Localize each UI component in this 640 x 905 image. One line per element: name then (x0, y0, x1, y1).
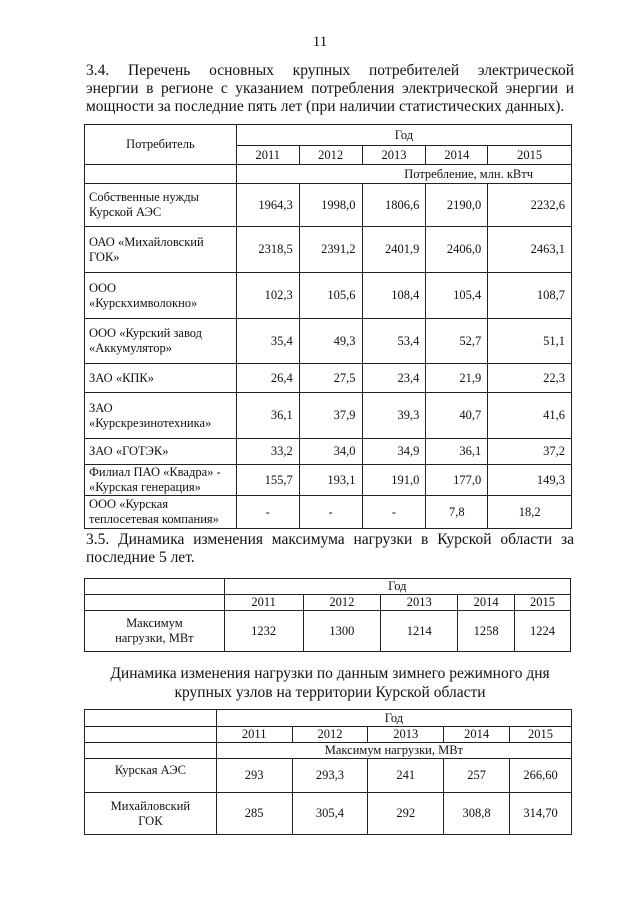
value-cell: 2463,1 (488, 227, 572, 273)
value-cell: 37,9 (299, 393, 362, 439)
value-cell: 314,70 (510, 793, 572, 835)
value-cell: 1806,6 (362, 184, 426, 227)
row-name-line: «Курскрезинотехника» (89, 415, 212, 430)
row-name-line: «Аккумулятор» (89, 341, 172, 355)
table-row (85, 273, 572, 319)
value-cell: 1998,0 (299, 184, 362, 227)
row-name-line: Курская АЭС (114, 763, 186, 777)
row-name (85, 184, 237, 227)
value-cell: 293 (216, 759, 292, 793)
value-cell: 108,4 (362, 273, 426, 319)
table-row (85, 793, 572, 835)
value-cell: 23,4 (362, 364, 426, 393)
row-name (85, 227, 237, 273)
year-cell: 2014 (444, 727, 510, 743)
row-name (85, 496, 237, 529)
value-cell: 2401,9 (362, 227, 426, 273)
value-cell: 52,7 (426, 319, 488, 364)
row-name-line: ГОК» (89, 249, 120, 264)
row-name-line: ООО «Курский завод (89, 326, 203, 340)
row-name-line: Максимум (126, 616, 183, 630)
row-name (85, 393, 237, 439)
row-name-line: Филиал ПАО «Квадра» - (89, 465, 221, 479)
value-cell: 2232,6 (488, 184, 572, 227)
row-name (85, 465, 237, 496)
value-cell: 2318,5 (236, 227, 299, 273)
year-cell: 2015 (488, 146, 572, 165)
value-cell: 105,4 (426, 273, 488, 319)
row-name-line: «Курскхимволокно» (89, 295, 198, 310)
value-cell: 2406,0 (426, 227, 488, 273)
table-row (85, 393, 572, 439)
unit-label: Максимум нагрузки, МВт (216, 743, 571, 759)
value-cell: 1964,3 (236, 184, 299, 227)
empty-cell (85, 727, 217, 743)
text-line: энергии в регионе с указанием потребления электрической энергии и (86, 80, 574, 97)
year-header: Год (224, 579, 570, 595)
page-number: 11 (312, 34, 328, 50)
row-name (85, 611, 225, 652)
value-cell: 241 (368, 759, 444, 793)
value-cell: 36,1 (236, 393, 299, 439)
value-cell: 155,7 (236, 465, 299, 496)
year-cell: 2013 (381, 595, 458, 611)
value-cell: 40,7 (426, 393, 488, 439)
value-cell: 7,8 (426, 496, 488, 529)
empty-cell (85, 579, 225, 595)
year-cell: 2012 (303, 595, 381, 611)
year-header: Год (216, 710, 571, 727)
winter-load-table (84, 709, 572, 835)
section-3-4-text (86, 62, 574, 116)
value-cell: 292 (368, 793, 444, 835)
year-cell: 2012 (299, 146, 362, 165)
value-cell: 266,60 (510, 759, 572, 793)
row-name (85, 759, 217, 793)
table-row (85, 184, 572, 227)
year-header: Год (236, 125, 571, 146)
value-cell: 108,7 (488, 273, 572, 319)
table-row (85, 439, 572, 465)
value-cell: 308,8 (444, 793, 510, 835)
text-line: 3.4. Перечень основных крупных потребителей электрической (86, 62, 574, 79)
row-name-line: Курской АЭС (89, 205, 162, 219)
value-cell: 53,4 (362, 319, 426, 364)
consumers-table (84, 124, 572, 529)
row-name-line: Михайловский (110, 798, 191, 813)
value-cell: 49,3 (299, 319, 362, 364)
value-cell: 1214 (381, 611, 458, 652)
year-cell: 2014 (458, 595, 515, 611)
value-cell: 51,1 (488, 319, 572, 364)
year-cell: 2013 (362, 146, 426, 165)
text-line: последние 5 лет. (86, 549, 195, 566)
empty-cell (85, 595, 225, 611)
row-name (85, 793, 217, 835)
year-cell: 2012 (292, 727, 368, 743)
row-name-line: нагрузки, МВт (115, 631, 194, 645)
row-name-line: ООО «Курская (89, 497, 169, 511)
value-cell: 102,3 (236, 273, 299, 319)
value-cell: 34,0 (299, 439, 362, 465)
unit-label: Потребление, млн. кВтч (236, 165, 571, 184)
value-cell: 39,3 (362, 393, 426, 439)
row-name-line: ЗАО «КПК» (89, 370, 155, 385)
year-cell: 2015 (515, 595, 571, 611)
year-cell: 2015 (510, 727, 572, 743)
winter-load-title (80, 664, 580, 702)
value-cell: 193,1 (299, 465, 362, 496)
value-cell: 149,3 (488, 465, 572, 496)
empty-cell (85, 165, 237, 184)
value-cell: - (236, 496, 299, 529)
year-cell: 2011 (216, 727, 292, 743)
row-name-line: теплосетевая компания» (89, 512, 219, 526)
table-row (85, 227, 572, 273)
value-cell: 2391,2 (299, 227, 362, 273)
value-cell: 1300 (303, 611, 381, 652)
row-name-line: ЗАО (89, 400, 113, 415)
table-row (85, 611, 571, 652)
value-cell: 26,4 (236, 364, 299, 393)
max-load-table (84, 578, 571, 652)
value-cell: 27,5 (299, 364, 362, 393)
value-cell: 41,6 (488, 393, 572, 439)
year-cell: 2014 (426, 146, 488, 165)
year-cell: 2013 (368, 727, 444, 743)
value-cell: 37,2 (488, 439, 572, 465)
row-name (85, 439, 237, 465)
consumer-header: Потребитель (85, 125, 237, 165)
row-name (85, 273, 237, 319)
value-cell: 2190,0 (426, 184, 488, 227)
value-cell: 18,2 (488, 496, 572, 529)
table-row (85, 465, 572, 496)
value-cell: - (362, 496, 426, 529)
year-cell: 2011 (224, 595, 303, 611)
text-line: 3.5. Динамика изменения максимума нагрузки в Курской области за (86, 531, 574, 548)
row-name-line: «Курская генерация» (89, 480, 201, 494)
table-row (85, 496, 572, 529)
table-row (85, 364, 572, 393)
value-cell: 22,3 (488, 364, 572, 393)
value-cell: 257 (444, 759, 510, 793)
value-cell: 36,1 (426, 439, 488, 465)
row-name-line: ООО (89, 280, 117, 295)
value-cell: 1258 (458, 611, 515, 652)
row-name-line: ГОК (138, 813, 163, 828)
table-row (85, 319, 572, 364)
value-cell: 191,0 (362, 465, 426, 496)
row-name (85, 364, 237, 393)
row-name-line: ОАО «Михайловский (89, 234, 204, 249)
value-cell: 177,0 (426, 465, 488, 496)
table-row (85, 759, 572, 793)
value-cell: 1232 (224, 611, 303, 652)
value-cell: 305,4 (292, 793, 368, 835)
value-cell: 34,9 (362, 439, 426, 465)
value-cell: 21,9 (426, 364, 488, 393)
value-cell: 285 (216, 793, 292, 835)
text-line: Динамика изменения нагрузки по данным зимнего режимного дня (110, 665, 550, 682)
value-cell: 1224 (515, 611, 571, 652)
text-line: мощности за последние пять лет (при наличии статистических данных). (86, 98, 565, 115)
year-cell: 2011 (236, 146, 299, 165)
text-line: крупных узлов на территории Курской области (174, 684, 486, 701)
row-name-line: ЗАО «ГОТЭК» (89, 444, 169, 458)
value-cell: 293,3 (292, 759, 368, 793)
row-name-line: Собственные нужды (89, 190, 199, 204)
value-cell: - (299, 496, 362, 529)
row-name (85, 319, 237, 364)
section-3-5-text (86, 531, 574, 567)
empty-cell (85, 710, 217, 727)
value-cell: 35,4 (236, 319, 299, 364)
value-cell: 105,6 (299, 273, 362, 319)
value-cell: 33,2 (236, 439, 299, 465)
empty-cell (85, 743, 217, 759)
